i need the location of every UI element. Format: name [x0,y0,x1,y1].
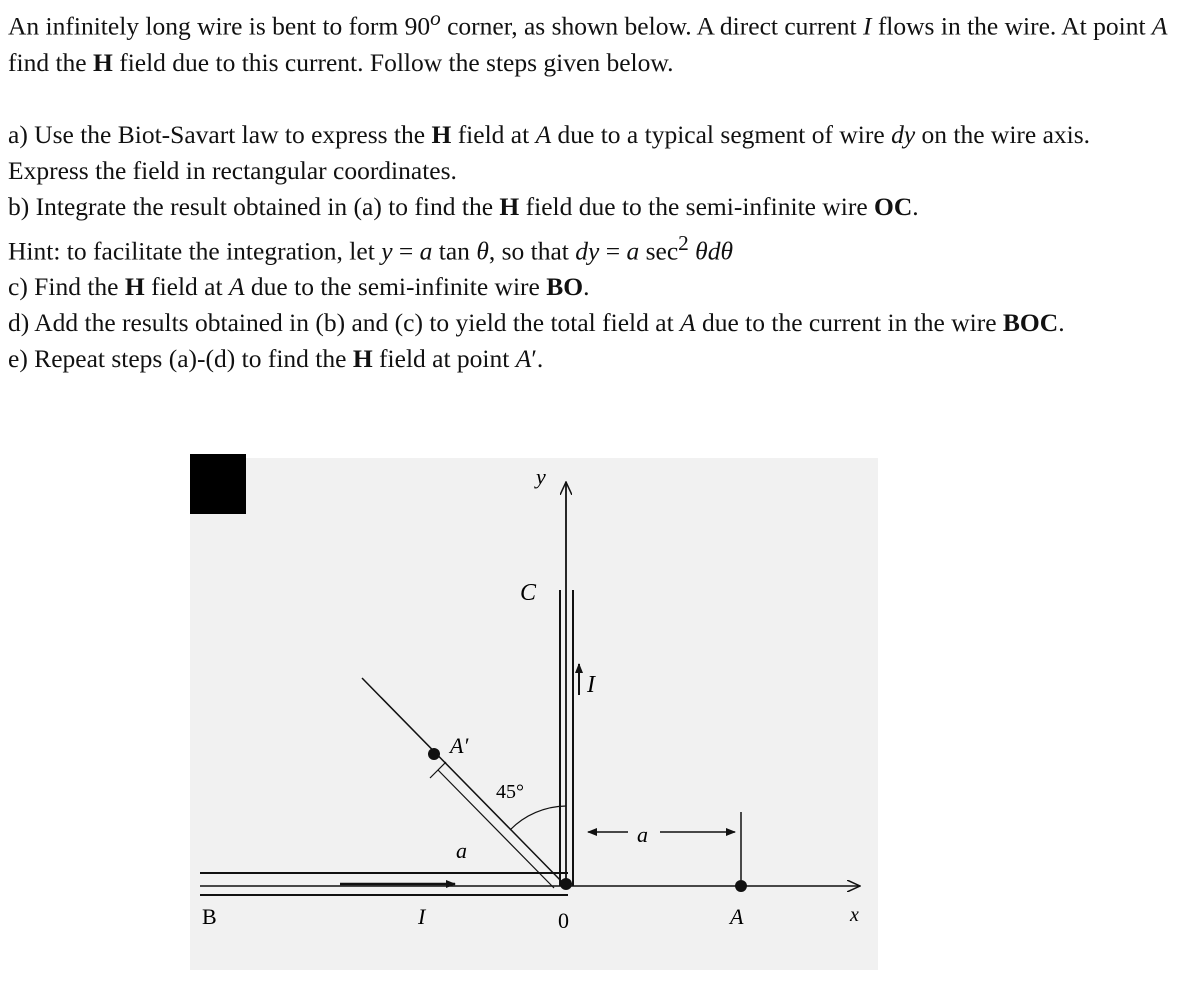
point-a-prime-dot [428,748,440,760]
a-symbol: a [419,236,433,265]
wire-oc-label: OC [874,191,913,221]
x-axis-label: x [850,904,859,926]
current-label-horizontal: I [418,904,426,929]
theta-symbol: θ [476,236,489,265]
step-text: due to a typical segment of wire [551,119,892,149]
step-text: field at [144,272,229,301]
origin-dot [560,878,572,890]
distance-a-diagonal: a [456,838,467,863]
y-symbol: y [381,236,393,265]
intro-text: corner, as shown below. A direct current [440,11,863,41]
intro-text: find the [8,47,93,77]
origin-label: 0 [558,908,569,933]
intro-text: flows in the wire. At point [871,11,1152,41]
step-text: field at point [372,344,516,373]
figure-background [190,458,878,970]
dy-symbol: dy [575,236,600,265]
equals-sign: = [392,236,420,265]
step-text: e) Repeat steps (a)-(d) to find the [8,344,353,373]
step-e [8,341,1173,377]
point-a-symbol: A [1151,11,1168,41]
step-text: due to the semi-infinite wire [244,272,547,301]
degree-symbol: o [430,6,441,30]
sec-function: sec [639,236,679,265]
hint-text: Hint: to facilitate the integration, let [8,236,382,265]
step-text: c) Find the [8,272,125,301]
intro-text: field due to this current. Follow the steps given below. [112,47,674,77]
square-exponent: 2 [678,230,689,255]
step-a [8,117,1173,189]
point-b-label: B [202,904,217,929]
hint-line [8,225,1173,270]
intro-text: An infinitely long wire is bent to form 90 [8,11,431,41]
step-b [8,189,1173,225]
h-field-symbol: H [124,272,145,301]
a-symbol: a [626,236,640,265]
step-text: . [912,191,919,221]
step-d [8,305,1173,341]
tan-function: tan [432,236,477,265]
point-c-label: C [520,580,537,606]
step-text: field due to the semi-infinite wire [519,191,875,221]
point-a-prime-symbol: A [515,344,532,373]
point-a-symbol: A [228,272,245,301]
point-a-prime-label: A′ [450,733,469,758]
h-field-symbol: H [352,344,373,373]
wire-diagram-svg [190,450,880,970]
step-text: d) Add the results obtained in (b) and (c) to yield the total field at [8,308,681,337]
point-a-dot [735,880,747,892]
point-a-symbol: A [680,308,696,337]
redaction-block [190,454,246,514]
h-field-symbol: H [431,119,452,149]
hint-text: , so that [488,236,576,265]
step-text: . [536,344,544,373]
step-text: b) Integrate the result obtained in (a) to find the [8,191,500,221]
wire-diagram [190,450,880,970]
step-text: field at [451,119,536,149]
intro-paragraph [8,0,1173,81]
step-text: . [1058,308,1065,337]
dy-symbol: dy [891,119,916,149]
prime-mark: ′ [531,344,537,373]
problem-statement [8,0,1173,377]
current-symbol: I [862,11,872,41]
step-c [8,269,1173,305]
step-text: on the wire axis. Express the field in rectangular coordinates. [8,119,1091,185]
wire-bo-label: BO [546,272,584,301]
angle-label: 45° [496,781,524,803]
h-field-symbol: H [499,191,520,221]
equals-sign: = [599,236,627,265]
step-text: due to the current in the wire [695,308,1003,337]
h-field-symbol: H [92,47,113,77]
point-a-label: A [730,904,744,929]
wire-boc-label: BOC [1002,308,1059,337]
y-axis-label: y [536,464,546,489]
theta-dtheta: θdθ [688,236,733,265]
distance-a-horizontal: a [637,822,648,847]
point-a-symbol: A [535,119,552,149]
step-text: . [583,272,590,301]
step-text: a) Use the Biot-Savart law to express the [8,119,432,149]
current-label-vertical: I [587,672,595,698]
